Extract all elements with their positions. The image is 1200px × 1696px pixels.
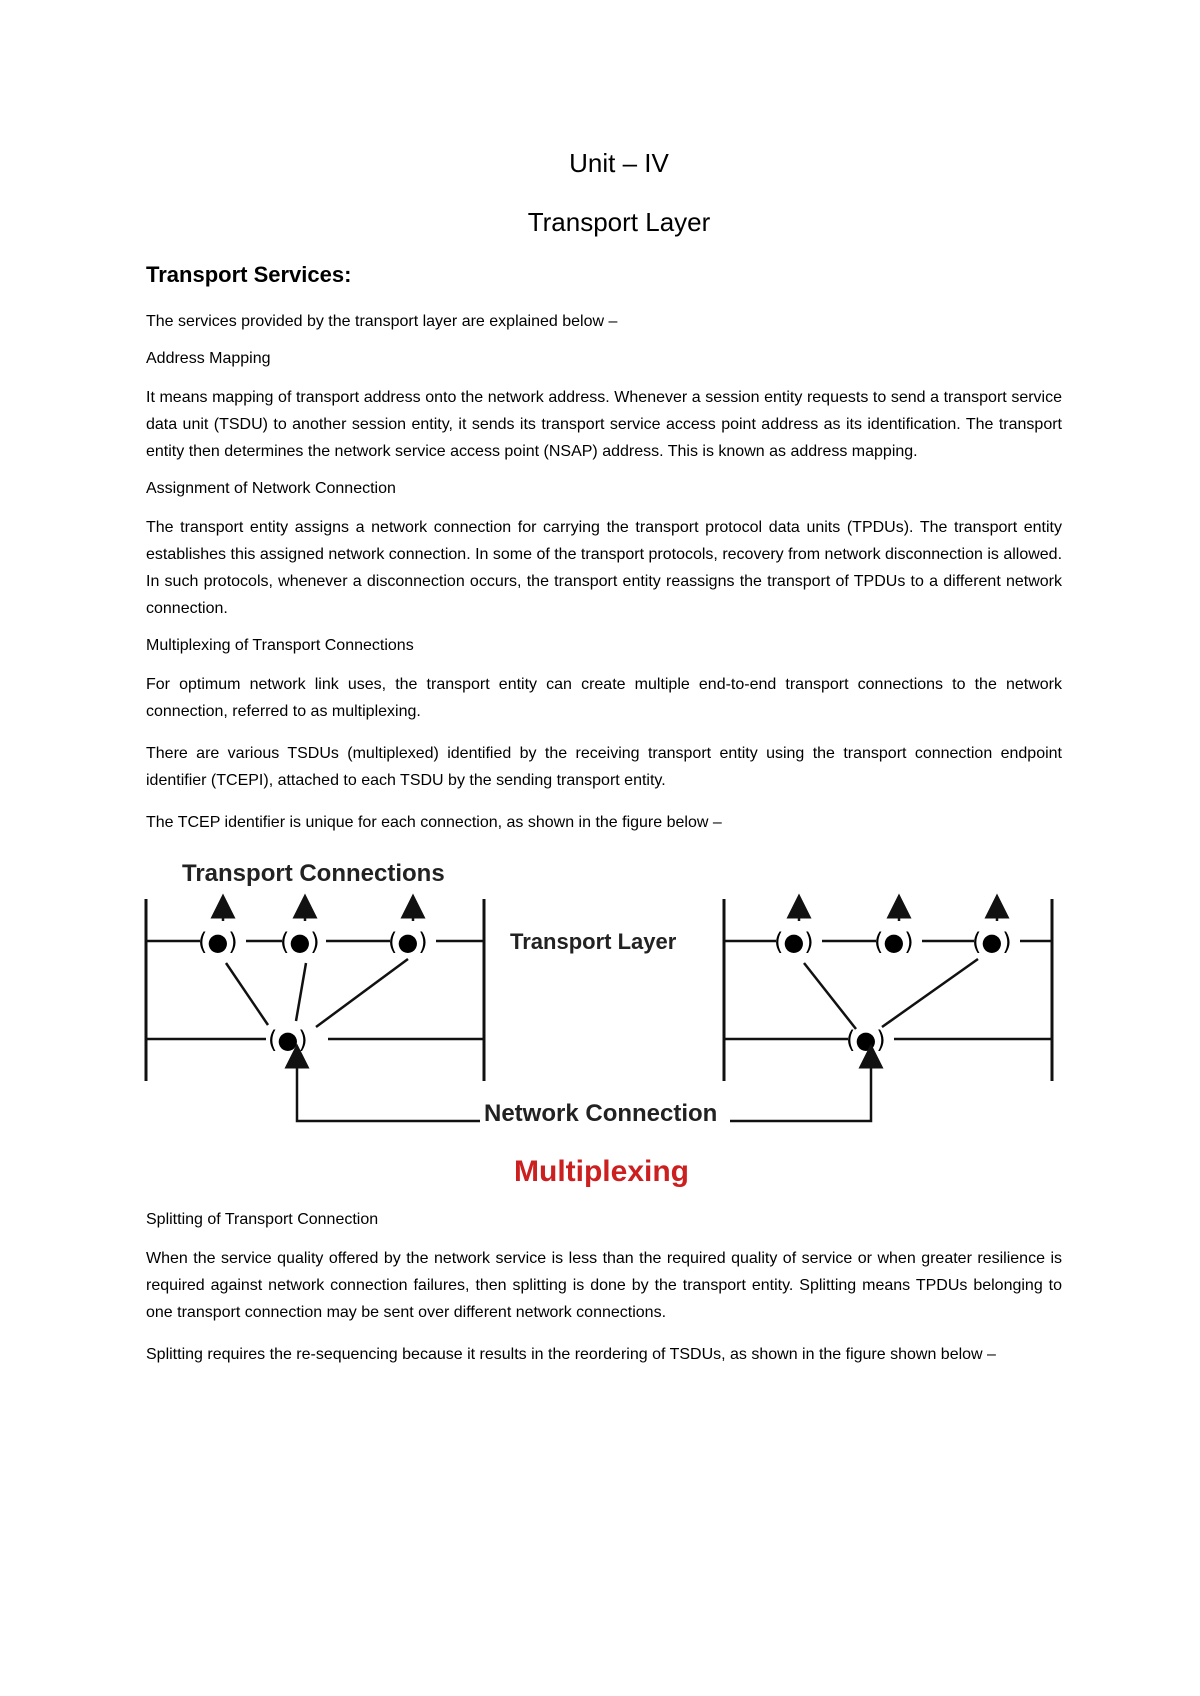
subheading-splitting: Splitting of Transport Connection (146, 1211, 379, 1228)
subheading-address-mapping: Address Mapping (146, 350, 271, 367)
paragraph-network-assignment: The transport entity assigns a network connection for carrying the transport protocol data units (TPDUs). The transport entity establishes this assigned network connection. In some of the transport protocols, recovery from network disconnection is allowed. In such protocols, whenever a disconnection occurs, the transport entity reassigns the transport of TPDUs to a different network connection. (146, 519, 1063, 617)
paragraph-multiplexing-2: There are various TSDUs (multiplexed) identified by the receiving transport entity using the transport connection endpoint identifier (TCEPI), attached to each TSDU by the sending transport entity. (146, 745, 1062, 789)
paragraph-multiplexing-1: For optimum network link uses, the transport entity can create multiple end-to-end transport connections to the network connection, referred to as multiplexing. (146, 676, 1062, 720)
endpoint-right-bottom: (●) (846, 1026, 886, 1054)
unit-title: Unit – IV (569, 148, 669, 178)
multiplexing-diagram (144, 851, 1060, 1191)
subheading-multiplexing: Multiplexing of Transport Connections (146, 637, 414, 654)
document-page (146, 148, 1062, 1383)
section-heading: Transport Services: (146, 262, 352, 287)
endpoint-left-2: (●) (280, 928, 320, 956)
paragraph-multiplexing-3: The TCEP identifier is unique for each connection, as shown in the figure below – (146, 814, 722, 831)
endpoint-right-3: (●) (972, 928, 1012, 956)
section-intro: The services provided by the transport layer are explained below – (146, 313, 618, 330)
paragraph-splitting-2: Splitting requires the re-sequencing because it results in the reordering of TSDUs, as shown in the figure shown below – (146, 1346, 996, 1363)
multiplexing-figure (144, 851, 1060, 1191)
endpoint-left-1: (●) (198, 928, 238, 956)
endpoint-left-3: (●) (388, 928, 428, 956)
page-title: Transport Layer (527, 207, 711, 237)
figure-caption: Multiplexing (514, 1155, 689, 1188)
subheading-network-assignment: Assignment of Network Connection (146, 480, 396, 497)
endpoint-right-2: (●) (874, 928, 914, 956)
label-transport-layer: Transport Layer (510, 929, 677, 954)
paragraph-address-mapping: It means mapping of transport address onto the network address. Whenever a session entity requests to send a transport service data unit (TSDU) to another session entity, it sends its transport service access point address as its identification. The transport entity then determines the network service access point (NSAP) address. This is known as address mapping. (146, 389, 1062, 460)
endpoint-right-1: (●) (774, 928, 814, 956)
label-transport-connections: Transport Connections (182, 860, 445, 887)
paragraph-splitting-1: When the service quality offered by the network service is less than the required quality of service or when greater resilience is required against network connection failures, then splitting is done by the transport entity. Splitting means TPDUs belonging to one transport connection may be sent over different network connections. (146, 1250, 1062, 1321)
endpoint-left-bottom: (●) (268, 1026, 308, 1054)
label-network-connection: Network Connection (484, 1100, 718, 1127)
